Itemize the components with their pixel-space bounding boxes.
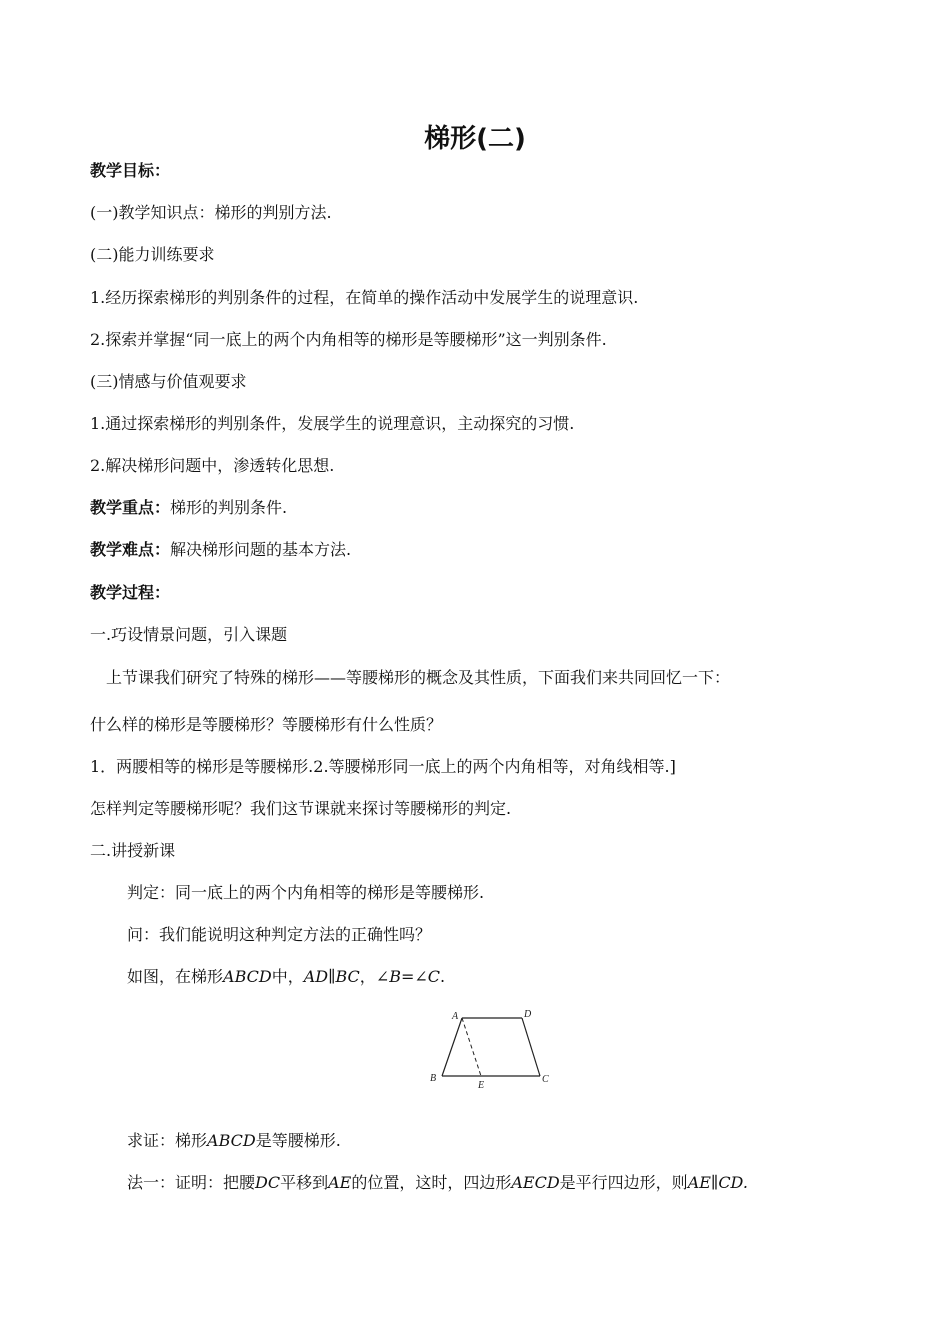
math-abcd: ABCD <box>223 967 272 986</box>
key-point-label: 教学重点： <box>90 498 171 517</box>
paragraph-properties: 1．两腰相等的梯形是等腰梯形.2.等腰梯形同一底上的两个内角相等，对角线相等.] <box>90 757 676 776</box>
objective-ability-1: 1.经历探索梯形的判别条件的过程，在简单的操作活动中发展学生的说理意识. <box>90 288 639 307</box>
objective-emotion-1: 1.通过探索梯形的判别条件，发展学生的说理意识，主动探究的习惯. <box>90 414 575 433</box>
theorem-question: 问：我们能说明这种判定方法的正确性吗？ <box>127 925 432 944</box>
text-run: 如图，在梯形 <box>127 967 224 986</box>
math-ad-parallel-bc: AD∥BC <box>303 967 360 986</box>
objective-ability-2: 2.探索并掌握“同一底上的两个内角相等的梯形是等腰梯形”这一判别条件. <box>90 330 607 349</box>
key-point-text: 梯形的判别条件. <box>170 498 288 517</box>
figure-description <box>127 964 445 987</box>
text-run: ， <box>359 967 376 986</box>
text-run: 中， <box>271 967 304 986</box>
text-run: . <box>440 967 446 986</box>
objectives-heading: 教学目标： <box>90 161 171 180</box>
label-a: A <box>452 1011 459 1022</box>
objective-ability-heading: (二)能力训练要求 <box>90 245 215 264</box>
math-abcd: ABCD <box>207 1131 256 1150</box>
text-run: 平移到 <box>280 1173 329 1192</box>
paragraph-review: 上节课我们研究了特殊的梯形——等腰梯形的概念及其性质，下面我们来共同回忆一下： <box>106 668 731 687</box>
text-run: 是等腰梯形. <box>255 1131 341 1150</box>
section-2-heading: 二.讲授新课 <box>90 841 176 860</box>
prove-statement <box>127 1128 341 1151</box>
section-1-heading: 一.巧设情景问题，引入课题 <box>90 625 288 644</box>
paragraph-intro: 怎样判定等腰梯形呢？我们这节课就来探讨等腰梯形的判定. <box>90 799 512 818</box>
proof-method-1 <box>127 1170 748 1193</box>
math-angle-b-eq-c: ∠B=∠C <box>375 967 441 986</box>
label-b: B <box>430 1073 437 1084</box>
trapezoid-figure <box>420 1005 560 1095</box>
paragraph-question: 什么样的梯形是等腰梯形？等腰梯形有什么性质？ <box>90 715 443 734</box>
difficulty-text: 解决梯形问题的基本方法. <box>170 540 352 559</box>
difficulty-point <box>90 537 351 560</box>
text-run: 的位置，这时，四边形 <box>351 1173 512 1192</box>
text-run: 法一：证明：把腰 <box>127 1173 256 1192</box>
label-d: D <box>524 1009 532 1020</box>
key-point <box>90 495 287 518</box>
objective-emotion-heading: (三)情感与价值观要求 <box>90 372 247 391</box>
difficulty-label: 教学难点： <box>90 540 171 559</box>
text-run: 求证：梯形 <box>127 1131 208 1150</box>
text-run: 是平行四边形，则 <box>559 1173 688 1192</box>
theorem-statement: 判定：同一底上的两个内角相等的梯形是等腰梯形. <box>127 883 485 902</box>
side-ab <box>442 1018 462 1076</box>
label-e: E <box>478 1080 485 1091</box>
math-dc: DC <box>255 1173 281 1192</box>
math-ae-parallel-cd: AE∥CD. <box>687 1173 748 1192</box>
objective-emotion-2: 2.解决梯形问题中，渗透转化思想. <box>90 456 335 475</box>
dashed-ae <box>462 1018 481 1076</box>
side-dc <box>522 1018 540 1076</box>
page-title: 梯形(二) <box>424 124 526 154</box>
label-c: C <box>542 1074 549 1085</box>
math-aecd: AECD <box>511 1173 560 1192</box>
math-ae: AE <box>328 1173 352 1192</box>
process-heading: 教学过程： <box>90 583 171 602</box>
objective-knowledge: (一)教学知识点：梯形的判别方法. <box>90 203 332 222</box>
